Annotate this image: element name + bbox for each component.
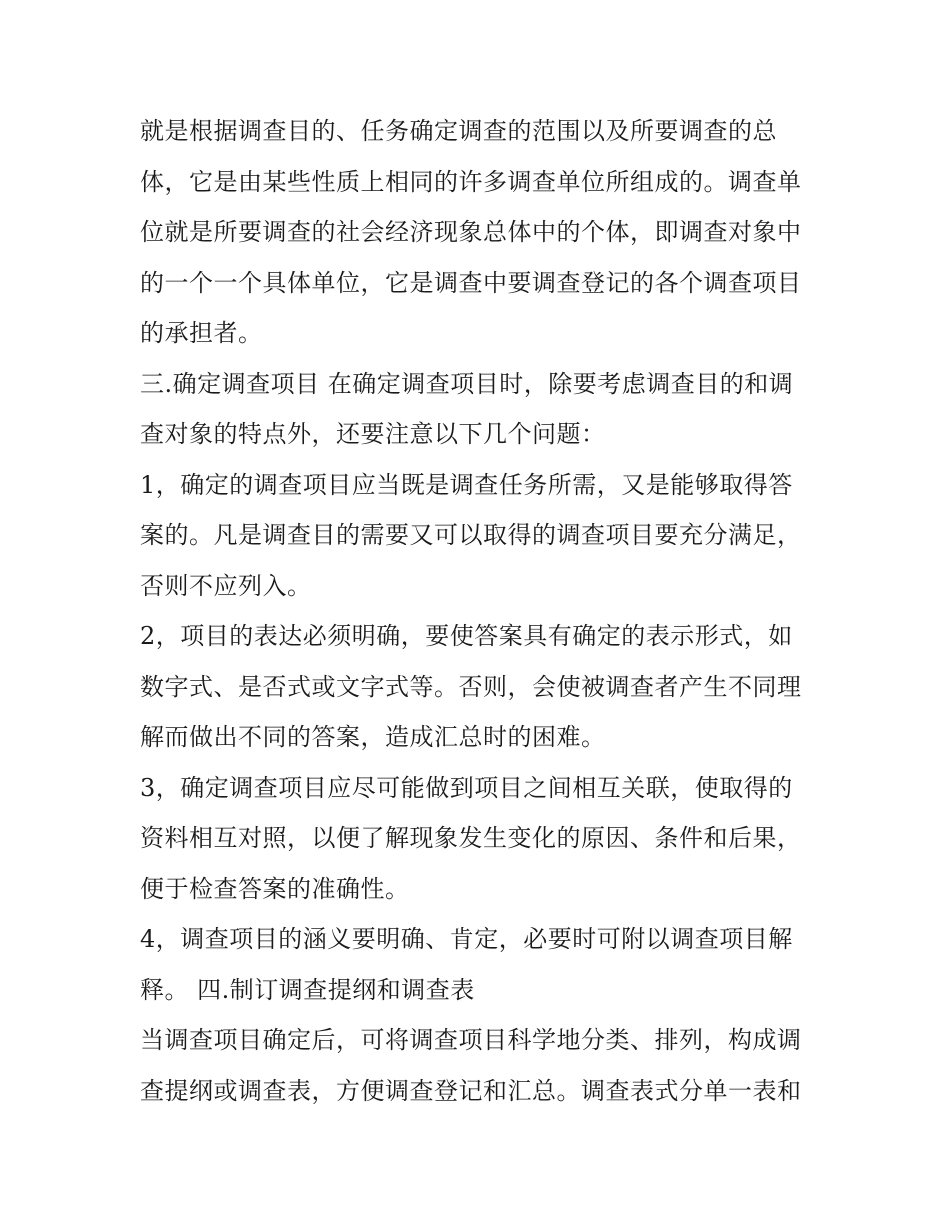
text-line: 案的。凡是调查目的需要又可以取得的调查项目要充分满足， [140,521,802,549]
text-line: 数字式、是否式或文字式等。否则，会使被调查者产生不同理 [140,672,802,701]
text-line: 位就是所要调查的社会经济现象总体中的个体，即调查对象中 [140,218,802,246]
text-line: 资料相互对照，以便了解现象发生变化的原因、条件和后果， [140,824,802,852]
text-line: 的承担者。 [140,319,263,347]
text-line: 就是根据调查目的、任务确定调查的范围以及所要调查的总 [140,117,777,145]
list-item-line: 3，确定调查项目应尽可能做到项目之间相互关联，使取得的 [140,773,793,802]
text-line: 便于检查答案的准确性。 [140,874,410,903]
text-line: 当调查项目确定后，可将调查项目科学地分类、排列，构成调 [140,1026,802,1054]
text-line: 体，它是由某些性质上相同的许多调查单位所组成的。调查单 [140,167,802,196]
document-body [140,106,820,1116]
list-item-line: 4，调查项目的涵义要明确、肯定，必要时可附以调查项目解 [140,925,793,953]
text-line: 否则不应列入。 [140,571,312,600]
list-item-line: 2，项目的表达必须明确，要使答案具有确定的表示形式，如 [140,622,793,650]
list-item-line: 1，确定的调查项目应当既是调查任务所需，又是能够取得答 [140,470,793,499]
text-line: 解而做出不同的答案，造成汇总时的困难。 [140,723,606,751]
section-heading-line: 释。 四.制订调查提纲和调查表 [140,975,475,1004]
text-line: 查提纲或调查表，方便调查登记和汇总。调查表式分单一表和 [140,1076,802,1105]
text-line: 的一个一个具体单位，它是调查中要调查登记的各个调查项目 [140,268,802,297]
text-line: 查对象的特点外，还要注意以下几个问题： [140,420,606,448]
section-heading-line: 三.确定调查项目 在确定调查项目时，除要考虑调查目的和调 [140,369,794,398]
